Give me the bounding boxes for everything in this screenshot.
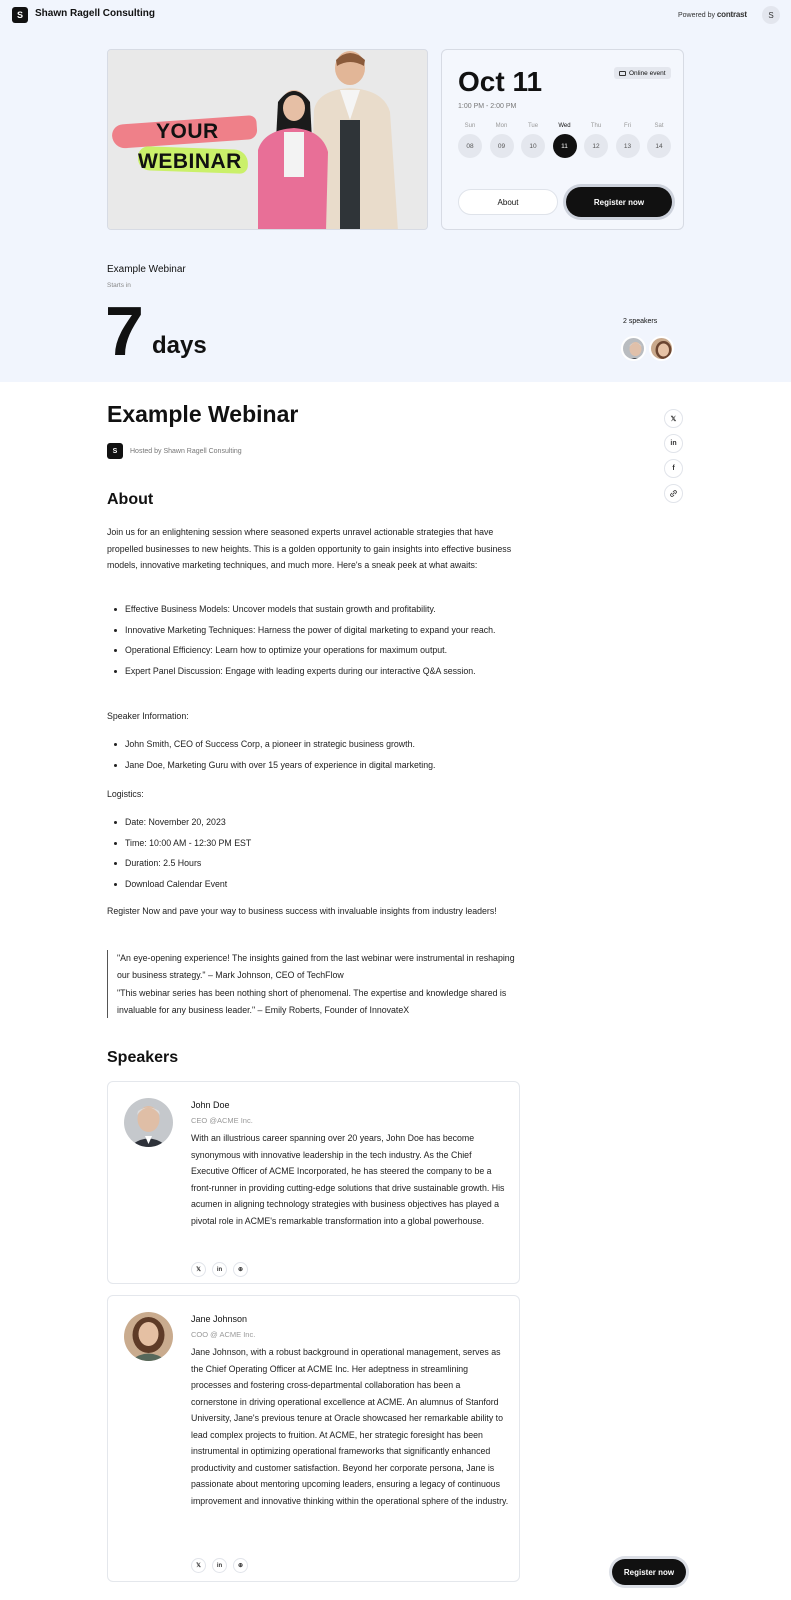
starts-in-label: Starts in — [107, 282, 131, 289]
speaker-bio: With an illustrious career spanning over 20 years, John Doe has become synonymous with innovative leadership in the tech industry. As the Chief Executive Officer of ACME Incorporated, he has steered the company to be a front-runner in providing cutting-edge solutions that drive sustainable growth. His acumen in aligning technology strategies with business objectives has played a pivotal role in ACME's remarkable transformation into a global powerhouse. — [191, 1133, 505, 1226]
share-linkedin-button[interactable] — [664, 434, 683, 453]
testimonial-2: "This webinar series has been nothing short of phenomenal. The expertise and knowledge shared is invaluable for any business leader." – Emily Roberts, Founder of InnovateX — [117, 988, 507, 1015]
list-item: Time: 10:00 AM - 12:30 PM EST — [107, 835, 522, 852]
day-wed[interactable] — [553, 123, 577, 158]
speaker-web-link[interactable] — [233, 1262, 248, 1277]
register-now-button[interactable]: Register now — [566, 187, 672, 217]
day-number: 11 — [553, 134, 577, 158]
testimonials-quote — [107, 950, 522, 1018]
speaker-info-list — [107, 736, 522, 777]
speaker-bio: Jane Johnson, with a robust background in operational management, serves as the Chief Operating Officer at ACME Inc. Her adeptness in streamlining processes and fostering cross-departmental collaboration has been a cornerstone in driving operational excellence at ACME. An alumnus of Stanford University, Jane's previous tenure at Oracle showcased her remarkable ability to lead complex projects to fruition. At ACME, her strategic foresight has been instrumental in optimizing operational frameworks that significantly enhanced productivity and customer satisfaction. Beyond her corporate persona, Jane is passionate about mentoring upcoming leaders, ensuring a legacy of continuous improvement and innovative thinking within the operational sphere of the industry. — [191, 1347, 509, 1506]
list-item: John Smith, CEO of Success Corp, a pioneer in strategic business growth. — [107, 736, 522, 753]
speaker-avatar-jane[interactable] — [649, 336, 674, 361]
event-time: 1:00 PM - 2:00 PM — [458, 103, 517, 110]
speaker-name: John Doe — [191, 1100, 230, 1110]
speaker-web-link[interactable] — [233, 1558, 248, 1573]
event-banner-image — [107, 49, 428, 230]
speaker-x-link[interactable] — [191, 1558, 206, 1573]
speaker-card-jane — [107, 1295, 520, 1582]
list-item[interactable]: Download Calendar Event — [107, 876, 522, 893]
about-heading: About — [107, 491, 154, 508]
list-item: Jane Doe, Marketing Guru with over 15 years of experience in digital marketing. — [107, 757, 522, 774]
list-item: Date: November 20, 2023 — [107, 814, 522, 831]
globe-icon: ⊕ — [237, 1267, 244, 1273]
powered-prefix: Powered by — [678, 12, 715, 19]
share-x-button[interactable] — [664, 409, 683, 428]
logistics-list — [107, 814, 522, 896]
speakers-count: 2 speakers — [623, 318, 658, 325]
date-card — [441, 49, 684, 230]
day-number: 08 — [458, 134, 482, 158]
speaker-linkedin-link[interactable] — [212, 1558, 227, 1573]
org-logo[interactable]: S — [12, 7, 28, 23]
day-sun[interactable] — [458, 123, 482, 158]
linkedin-icon: in — [670, 440, 677, 447]
linkedin-icon: in — [216, 1562, 223, 1569]
list-item: Effective Business Models: Uncover models that sustain growth and profitability. — [107, 601, 522, 618]
banner-text-line1: YOUR — [156, 120, 219, 143]
list-item: Expert Panel Discussion: Engage with leading experts during our interactive Q&A session. — [107, 663, 522, 680]
x-icon: 𝕏 — [196, 1563, 201, 1569]
week-days-row — [458, 123, 672, 163]
speaker-linkedin-link[interactable] — [212, 1262, 227, 1277]
day-thu[interactable] — [584, 123, 608, 158]
day-name: Tue — [527, 123, 539, 129]
speaker-x-link[interactable] — [191, 1262, 206, 1277]
list-item: Innovative Marketing Techniques: Harness the power of digital marketing to expand your reach. — [107, 622, 522, 639]
day-mon[interactable] — [490, 123, 514, 158]
speaker-role: CEO @ACME Inc. — [191, 1116, 253, 1125]
day-number: 14 — [647, 134, 671, 158]
floating-register-button[interactable]: Register now — [612, 1559, 686, 1585]
top-bar — [0, 0, 791, 30]
speakers-heading: Speakers — [107, 1049, 179, 1066]
day-name: Sun — [464, 123, 476, 129]
event-date: Oct 11 — [458, 66, 543, 97]
countdown-unit: days — [152, 332, 207, 359]
day-sat[interactable] — [647, 123, 671, 158]
day-name: Wed — [558, 123, 571, 129]
speaker-photo-jane — [124, 1312, 173, 1361]
linkedin-icon: in — [216, 1266, 223, 1273]
powered-by[interactable] — [678, 10, 747, 19]
online-event-badge — [614, 67, 671, 79]
event-title: Example Webinar — [107, 401, 299, 427]
testimonial-1: "An eye-opening experience! The insights gained from the last webinar were instrumental in reshaping our business strategy." – Mark Johnson, CEO of TechFlow — [117, 953, 515, 980]
speaker-card-john — [107, 1081, 520, 1284]
day-fri[interactable] — [616, 123, 640, 158]
speaker-avatar-john[interactable] — [621, 336, 646, 361]
countdown-number: 7 — [105, 292, 144, 370]
list-item: Duration: 2.5 Hours — [107, 855, 522, 872]
day-number: 13 — [616, 134, 640, 158]
logistics-heading: Logistics: — [107, 789, 144, 799]
day-name: Fri — [624, 123, 631, 129]
day-name: Mon — [495, 123, 508, 129]
org-name[interactable]: Shawn Ragell Consulting — [35, 8, 156, 19]
about-button[interactable]: About — [458, 189, 558, 215]
about-intro: Join us for an enlightening session where seasoned experts unravel actionable strategies that have propelled businesses to new heights. This is a golden opportunity to gain insights into effective business models, innovative marketing techniques, and much more. Here's a sneak peek at what awaits: — [107, 527, 512, 570]
list-item: Operational Efficiency: Learn how to optimize your operations for maximum output. — [107, 642, 522, 659]
online-event-label: Online event — [629, 69, 666, 77]
x-icon: 𝕏 — [670, 415, 677, 423]
speaker-name: Jane Johnson — [191, 1314, 248, 1324]
hero-event-title: Example Webinar — [107, 264, 186, 275]
banner-text-line2: WEBINAR — [138, 150, 242, 173]
speaker-info-heading: Speaker Information: — [107, 711, 189, 721]
x-icon: 𝕏 — [196, 1267, 201, 1273]
host-logo[interactable]: S — [107, 443, 123, 459]
speaker-role: COO @ ACME Inc. — [191, 1330, 256, 1339]
copy-link-button[interactable] — [664, 484, 683, 503]
powered-brand: contrast — [716, 10, 747, 19]
day-name: Thu — [590, 123, 602, 129]
video-camera-icon — [619, 71, 626, 76]
day-number: 09 — [490, 134, 514, 158]
user-avatar[interactable]: S — [762, 6, 780, 24]
speaker-photo-john — [124, 1098, 173, 1147]
share-facebook-button[interactable] — [664, 459, 683, 478]
host-text[interactable]: Hosted by Shawn Ragell Consulting — [130, 448, 242, 455]
closing-text: Register Now and pave your way to business success with invaluable insights from industry leaders! — [107, 906, 497, 916]
link-icon — [669, 489, 678, 498]
day-tue[interactable] — [521, 123, 545, 158]
facebook-icon: f — [672, 465, 675, 472]
globe-icon: ⊕ — [237, 1563, 244, 1569]
day-name: Sat — [654, 123, 664, 129]
day-number: 12 — [584, 134, 608, 158]
day-number: 10 — [521, 134, 545, 158]
about-bullets — [107, 601, 522, 683]
